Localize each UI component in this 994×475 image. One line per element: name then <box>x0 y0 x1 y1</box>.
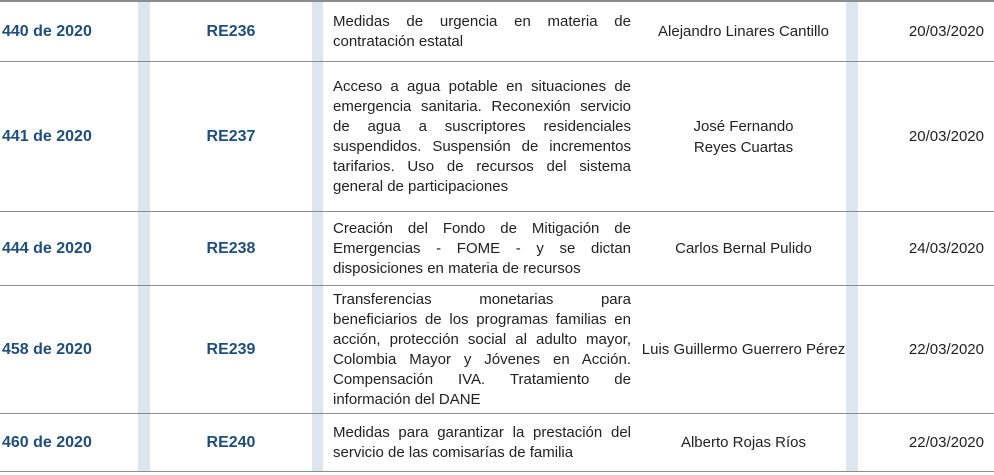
column-separator <box>138 414 150 471</box>
table-row <box>0 286 994 414</box>
table-row <box>0 414 994 472</box>
magistrate-name: Luis Guillermo Guerrero Pérez <box>641 341 846 358</box>
case-code: RE240 <box>206 433 256 451</box>
magistrate-name: José Fernando Reyes Cuartas <box>693 117 794 156</box>
decree-date: 20/03/2020 <box>908 128 984 145</box>
magistrate-name: Alberto Rojas Ríos <box>680 434 807 451</box>
column-separator <box>846 212 858 285</box>
column-separator <box>312 2 323 61</box>
case-code: RE238 <box>206 239 256 257</box>
decree-title-text: Medidas para garantizar la prestación del servicio de las comisarías de familia <box>333 423 631 461</box>
column-separator <box>312 62 323 211</box>
column-separator <box>846 62 858 211</box>
decree-date: 20/03/2020 <box>908 23 984 40</box>
column-separator <box>846 2 858 61</box>
column-separator <box>138 286 150 413</box>
decree-number: 441 de 2020 <box>2 127 92 145</box>
decree-title-text: Transferencias monetarias para beneficiarios de los programas familias en acción, protección social al adulto mayor, Colombia Mayor y Jóvenes en Acción. Compensación IVA. Tratamiento de información del DANE <box>333 290 631 408</box>
decree-title-text: Creación del Fondo de Mitigación de Emergencias - FOME - y se dictan disposiciones en materia de recursos <box>333 219 631 277</box>
decree-title-text: Acceso a agua potable en situaciones de emergencia sanitaria. Reconexión servicio de agua a suscriptores residenciales suspendidos. Suspensión de incrementos tarifarios. Uso de recursos del sistema general de participaciones <box>333 77 631 195</box>
column-separator <box>846 286 858 413</box>
decree-title <box>323 212 641 285</box>
decree-title <box>323 286 641 413</box>
decree-title <box>323 62 641 211</box>
decree-title <box>323 414 641 471</box>
decree-date: 24/03/2020 <box>908 240 984 257</box>
decree-title <box>323 2 641 61</box>
case-code: RE236 <box>206 22 256 40</box>
decree-number: 444 de 2020 <box>2 239 92 257</box>
column-separator <box>312 286 323 413</box>
decree-title-text: Medidas de urgencia en materia de contratación estatal <box>333 12 631 50</box>
decree-date: 22/03/2020 <box>908 434 984 451</box>
column-separator <box>138 62 150 211</box>
decree-number: 458 de 2020 <box>2 340 92 358</box>
case-code: RE239 <box>206 340 256 358</box>
column-separator <box>846 414 858 471</box>
table-row <box>0 2 994 62</box>
decree-number: 440 de 2020 <box>2 22 92 40</box>
magistrate-name: Carlos Bernal Pulido <box>675 240 812 257</box>
table-row <box>0 62 994 212</box>
magistrate-name: Alejandro Linares Cantillo <box>658 23 829 40</box>
decree-date: 22/03/2020 <box>908 341 984 358</box>
case-code: RE237 <box>206 127 256 145</box>
column-separator <box>138 212 150 285</box>
decree-number: 460 de 2020 <box>2 433 92 451</box>
table-row <box>0 212 994 286</box>
column-separator <box>312 414 323 471</box>
column-separator <box>312 212 323 285</box>
column-separator <box>138 2 150 61</box>
